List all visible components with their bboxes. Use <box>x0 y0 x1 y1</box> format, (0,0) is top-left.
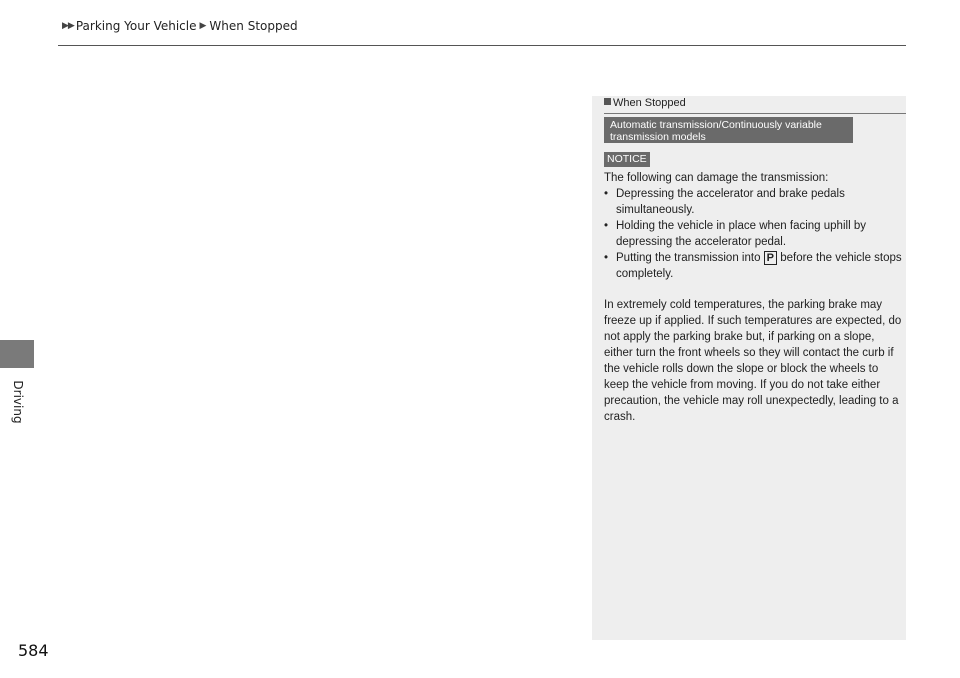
bullet-text-after: before the vehicle stops completely. <box>616 252 902 280</box>
breadcrumb-separator-icon: ▶ <box>199 21 207 31</box>
reference-icon <box>604 98 611 105</box>
notice-intro: The following can damage the transmission: <box>604 172 829 184</box>
panel-divider <box>604 113 906 114</box>
cold-weather-paragraph: In extremely cold temperatures, the parking brake may freeze up if applied. If such temperatures are expected, do not apply the parking brake but, if parking on a slope, either turn the front wheels so they will contact the curb if the vehicle rolls down the slope or block the wheels to keep the vehicle from moving. If you do not take either precaution, the vehicle may roll unexpectedly, leading to a crash. <box>604 299 902 423</box>
panel-heading <box>604 97 686 109</box>
section-tab-marker <box>0 340 34 368</box>
breadcrumb <box>62 19 298 33</box>
breadcrumb-when-stopped[interactable]: When Stopped <box>209 19 298 33</box>
header-divider <box>58 45 906 46</box>
bullet-icon: • <box>604 188 609 200</box>
park-position-key-icon: P <box>764 251 777 265</box>
list-item <box>604 218 902 250</box>
bullet-text: Depressing the accelerator and brake pedals simultaneously. <box>616 188 845 216</box>
page-number: 584 <box>18 641 49 660</box>
sidebar-note-panel <box>592 96 906 640</box>
panel-heading-text: When Stopped <box>613 97 686 109</box>
list-item <box>604 250 902 282</box>
breadcrumb-arrow-icon: ▶▶ <box>62 21 74 31</box>
notice-badge: NOTICE <box>604 152 650 167</box>
breadcrumb-parking-your-vehicle[interactable]: Parking Your Vehicle <box>75 19 197 33</box>
model-applicability-badge: Automatic transmission/Continuously variable transmission models <box>604 117 853 143</box>
bullet-icon: • <box>604 252 609 264</box>
bullet-icon: • <box>604 220 609 232</box>
bullet-text: Holding the vehicle in place when facing uphill by depressing the accelerator pedal. <box>616 220 866 248</box>
bullet-text-before: Putting the transmission into <box>616 252 764 264</box>
section-tab-label: Driving <box>11 380 25 424</box>
list-item <box>604 186 902 218</box>
notice-body <box>604 170 902 282</box>
